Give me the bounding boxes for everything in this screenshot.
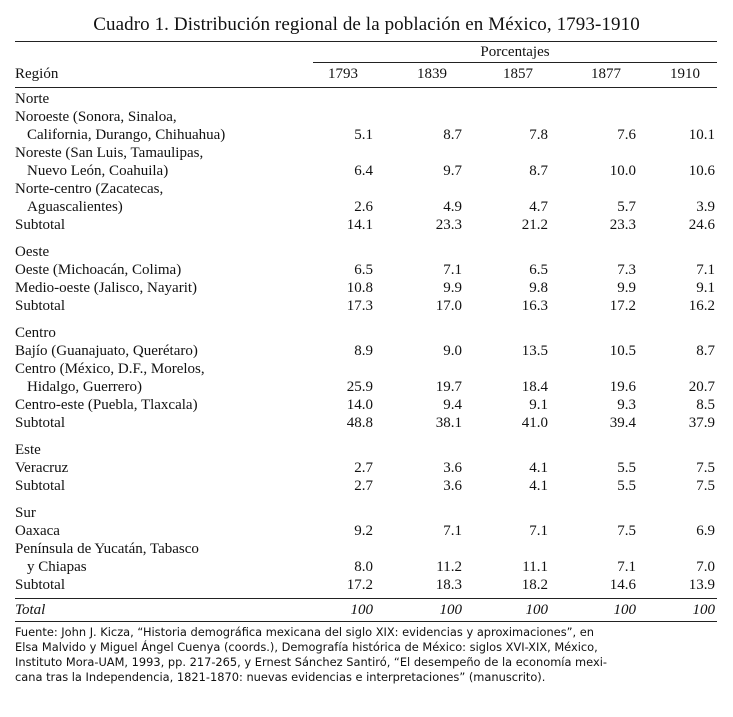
cell-value: 14.0 [346,397,373,413]
cell-value: 8.9 [354,343,373,359]
row-label: y Chiapas [27,559,87,575]
table-row [15,522,717,540]
row-label: Noroeste (Sonora, Sinaloa, [15,109,177,125]
table-row [15,279,717,297]
cell-value: 8.5 [696,397,715,413]
row-label: Subtotal [15,217,66,233]
row-label: Medio-oeste (Jalisco, Nayarit) [15,280,198,296]
cell-value: 10.1 [688,127,715,143]
table-group-label-row [15,243,717,261]
cell-value: 8.7 [443,127,462,143]
cell-value: 3.6 [443,460,462,476]
cell-value: 16.2 [688,298,715,314]
row-label: Veracruz [15,460,69,476]
cell-value: 11.1 [522,559,548,575]
cell-value: 9.7 [443,163,462,179]
row-label: Subtotal [15,415,66,431]
cell-value: 7.1 [443,523,462,539]
cell-value: 17.3 [346,298,373,314]
table-row [15,126,717,144]
row-label: Norte [15,91,50,107]
total-row [15,601,717,619]
row-label: Oaxaca [15,523,60,539]
cell-value: 17.2 [609,298,636,314]
cell-value: 7.5 [696,460,715,476]
cell-value: 17.0 [435,298,462,314]
cell-value: 10.5 [609,343,636,359]
cell-value: 14.1 [346,217,373,233]
table-row [15,477,717,495]
cell-value: 9.1 [696,280,715,296]
cell-value: 7.1 [617,559,636,575]
table-group-label-row [15,144,717,162]
bottom-rule [15,621,717,622]
header-rule [15,87,717,88]
table-row [15,396,717,414]
cell-value: 10.0 [609,163,636,179]
row-label: Nuevo León, Coahuila) [27,163,169,179]
cell-value: 6.9 [696,523,715,539]
cell-value: 7.5 [696,478,715,494]
cell-value: 24.6 [688,217,715,233]
cell-value: 48.8 [346,415,373,431]
cell-value: 9.4 [443,397,462,413]
percent-rule [313,62,717,63]
cell-value: 5.1 [354,127,373,143]
table-row [15,459,717,477]
table-row [15,261,717,279]
cell-value: 18.4 [521,379,548,395]
cell-value: 7.0 [696,559,715,575]
cell-value: 7.1 [443,262,462,278]
cell-value: 2.7 [354,460,373,476]
table-row [15,576,717,594]
cell-value: 20.7 [688,379,715,395]
footnote-line: Instituto Mora-UAM, 1993, pp. 217-265, y Ernest Sánchez Santiró, “El desempeño de la economía mexi- [15,655,607,669]
cell-value: 2.7 [354,478,373,494]
total-value: 100 [525,602,548,618]
cell-value: 9.2 [354,523,373,539]
cell-value: 5.7 [617,199,636,215]
cell-value: 7.1 [529,523,548,539]
table-row [15,414,717,432]
cell-value: 8.7 [529,163,548,179]
table-row [15,216,717,234]
cell-value: 4.9 [443,199,462,215]
cell-value: 14.6 [609,577,636,593]
cell-value: 6.4 [354,163,373,179]
cell-value: 9.9 [443,280,462,296]
row-label: Centro [15,325,56,341]
table-group-label-row [15,360,717,378]
table-row [15,342,717,360]
table-row [15,198,717,216]
total-rule [15,598,717,599]
cell-value: 41.0 [521,415,548,431]
row-label: Hidalgo, Guerrero) [27,379,142,395]
table-row [15,297,717,315]
cell-value: 21.2 [521,217,548,233]
cell-value: 7.6 [617,127,636,143]
total-value: 100 [692,602,715,618]
year-header-1910: 1910 [670,66,700,82]
percent-header: Porcentajes [480,44,550,60]
row-label: Noreste (San Luis, Tamaulipas, [15,145,204,161]
cell-value: 25.9 [346,379,373,395]
total-label: Total [15,602,46,618]
cell-value: 17.2 [346,577,373,593]
cell-value: 5.5 [617,460,636,476]
cell-value: 13.9 [688,577,715,593]
row-label: Sur [15,505,36,521]
row-label: Bajío (Guanajuato, Querétaro) [15,343,198,359]
table-title: Cuadro 1. Distribución regional de la población en México, 1793-1910 [93,14,640,35]
region-header: Región [15,66,59,82]
table-row [15,378,717,396]
cell-value: 8.0 [354,559,373,575]
cell-value: 3.6 [443,478,462,494]
row-label: Aguascalientes) [27,199,123,215]
cell-value: 9.3 [617,397,636,413]
cell-value: 5.5 [617,478,636,494]
footnote-line: Elsa Malvido y Miguel Ángel Cuenya (coords.), Demografía histórica de México: siglos XVI-XIX, México, [15,640,598,654]
footnote-line: Fuente: John J. Kicza, “Historia demográfica mexicana del siglo XIX: evidencias y aproximaciones”, en [15,625,594,639]
table-group-label-row [15,540,717,558]
year-header-1857: 1857 [503,66,533,82]
total-value: 100 [350,602,373,618]
cell-value: 6.5 [529,262,548,278]
cell-value: 9.8 [529,280,548,296]
cell-value: 4.1 [529,460,548,476]
table-row [15,162,717,180]
cell-value: 38.1 [435,415,462,431]
row-label: Centro (México, D.F., Morelos, [15,361,205,377]
cell-value: 8.7 [696,343,715,359]
row-label: Subtotal [15,577,66,593]
cell-value: 3.9 [696,199,715,215]
cell-value: 7.5 [617,523,636,539]
row-label: Subtotal [15,478,66,494]
total-value: 100 [613,602,636,618]
cell-value: 10.6 [688,163,715,179]
cell-value: 9.0 [443,343,462,359]
cell-value: 19.7 [435,379,462,395]
row-label: Península de Yucatán, Tabasco [15,541,199,557]
cell-value: 9.1 [529,397,548,413]
source-footnote [15,625,718,685]
cell-value: 39.4 [609,415,636,431]
row-label: Oeste [15,244,50,260]
year-header-1839: 1839 [417,66,447,82]
cell-value: 4.1 [529,478,548,494]
cell-value: 16.3 [521,298,548,314]
row-label: Centro-este (Puebla, Tlaxcala) [15,397,198,413]
table-group-label-row [15,108,717,126]
table-group-label-row [15,180,717,198]
table-group-label-row [15,441,717,459]
row-label: Subtotal [15,298,66,314]
cell-value: 6.5 [354,262,373,278]
cell-value: 4.7 [529,199,548,215]
cell-value: 18.3 [435,577,462,593]
cell-value: 7.8 [529,127,548,143]
cell-value: 7.1 [696,262,715,278]
footnote-line: cana tras la Independencia, 1821-1870: nuevas evidencias e interpretaciones” (manuscrito). [15,670,546,684]
row-label: Oeste (Michoacán, Colima) [15,262,182,278]
cell-value: 23.3 [609,217,636,233]
cell-value: 18.2 [521,577,548,593]
year-header-1793: 1793 [328,66,358,82]
row-label: Este [15,442,41,458]
row-label: Norte-centro (Zacatecas, [15,181,164,197]
year-header-1877: 1877 [591,66,621,82]
top-rule [15,41,717,42]
cell-value: 7.3 [617,262,636,278]
cell-value: 37.9 [688,415,715,431]
cell-value: 2.6 [354,199,373,215]
cell-value: 11.2 [436,559,462,575]
table-group-label-row [15,504,717,522]
row-label: California, Durango, Chihuahua) [27,127,226,143]
cell-value: 19.6 [609,379,636,395]
cell-value: 9.9 [617,280,636,296]
cell-value: 10.8 [346,280,373,296]
table-row [15,558,717,576]
cell-value: 13.5 [521,343,548,359]
total-value: 100 [439,602,462,618]
table-group-label-row [15,90,717,108]
cell-value: 23.3 [435,217,462,233]
table-group-label-row [15,324,717,342]
